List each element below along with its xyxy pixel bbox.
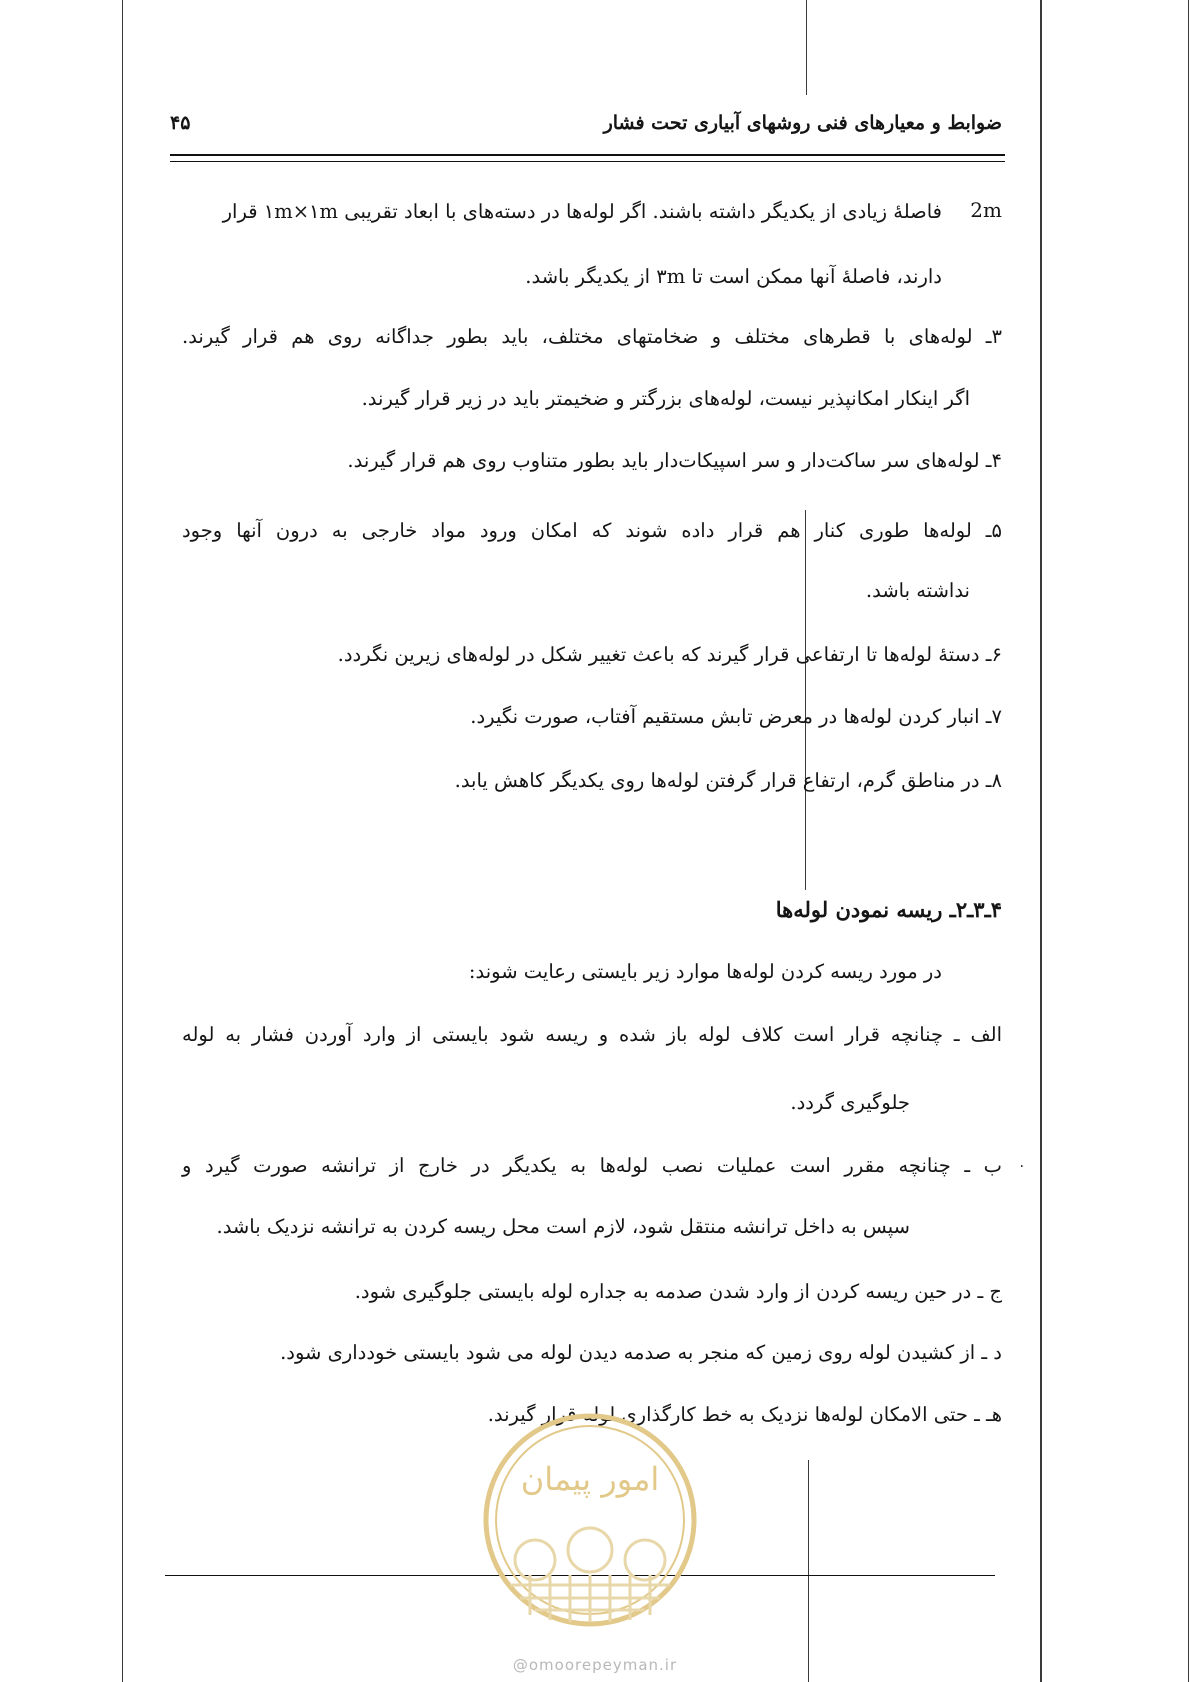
item-dal: د ـ از کشیدن لوله روی زمین که منجر به صدمه دیدن لوله می شود بایستی خودداری شود. [280,1341,1002,1364]
stamp-text: امور پیمان [520,1460,660,1498]
list-item-7: ۷ـ انبار کردن لوله‌ها در معرض تابش مستقیم آفتاب، صورت نگیرد. [470,705,1002,728]
item-be: ب ـ چنانچه مقرر است عملیات نصب لوله‌ها به یکدیگر در خارج از ترانشه صورت گیرد و [182,1154,1002,1177]
list-item-4: ۴ـ لوله‌های سر ساکت‌دار و سر اسپیکات‌دار باید بطور متناوب روی هم قرار گیرند. [347,449,1002,472]
list-item-8: ۸ـ در مناطق گرم، ارتفاع قرار گرفتن لوله‌ها روی یکدیگر کاهش یابد. [454,769,1002,792]
margin-note: 2m [970,198,1002,222]
scan-edge-right-2 [1188,0,1189,1682]
text-line-2: دارند، فاصلهٔ آنها ممکن است تا ۳m از یکدیگر باشد. [525,265,942,288]
list-item-5-cont: نداشته باشد. [865,579,970,602]
scan-edge-left [122,0,123,1682]
running-header-title: ضوابط و معیارهای فنی روشهای آبیاری تحت فشار [603,112,1002,134]
scan-fold-bottom [808,1460,809,1682]
item-alef: الف ـ چنانچه قرار است کلاف لوله باز شده و ریسه شود بایستی از وارد آوردن فشار به لوله [182,1023,1002,1046]
item-he: هـ ـ حتی الامکان لوله‌ها نزدیک به خط کارگذاری لوله قرار گیرند. [487,1403,1002,1426]
section-heading: ۴ـ۳ـ۲ـ ریسه نمودن لوله‌ها [775,897,1002,922]
list-item-3: ۳ـ لوله‌های با قطرهای مختلف و ضخامتهای مختلف، باید بطور جداگانه روی هم قرار گیرند. [182,325,1002,348]
header-rule-thick [170,154,1005,156]
list-item-3-cont: اگر اینکار امکانپذیر نیست، لوله‌های بزرگتر و ضخیمتر باید در زیر قرار گیرند. [361,387,970,410]
list-item-6: ۶ـ دستهٔ لوله‌ها تا ارتفاعی قرار گیرند که باعث تغییر شکل در لوله‌های زیرین نگردد. [337,643,1002,666]
list-item-5: ۵ـ لوله‌ها طوری کنار هم قرار داده شوند که امکان ورود مواد خارجی به درون آنها وجود [182,519,1002,542]
watermark-url [0,1656,1190,1674]
scan-fold-top [806,0,807,95]
side-mark: ۰ [1018,1158,1026,1174]
item-be-cont: سپس به داخل ترانشه منتقل شود، لازم است محل ریسه کردن به ترانشه نزدیک باشد. [216,1215,910,1238]
header-rule-thin [170,161,1005,162]
item-jim: ج ـ در حین ریسه کردن از وارد شدن صدمه به جداره لوله بایستی جلوگیری شود. [354,1280,1002,1303]
watermark-url-text: omoorepeyman.ir [528,1656,678,1674]
url-at-icon: @ [512,1656,529,1674]
page-number: ۴۵ [170,112,191,134]
watermark-stamp-icon [480,1410,700,1630]
item-alef-cont: جلوگیری گردد. [790,1091,910,1114]
scan-fold-mid [805,510,806,890]
scan-edge-right-1 [1040,0,1042,1682]
section-intro: در مورد ریسه کردن لوله‌ها موارد زیر بایستی رعایت شوند: [468,960,942,983]
text-line-1: فاصلهٔ زیادی از یکدیگر داشته باشند. اگر لوله‌ها در دسته‌های با ابعاد تقریبی ۱m×۱m قرار [222,200,942,223]
